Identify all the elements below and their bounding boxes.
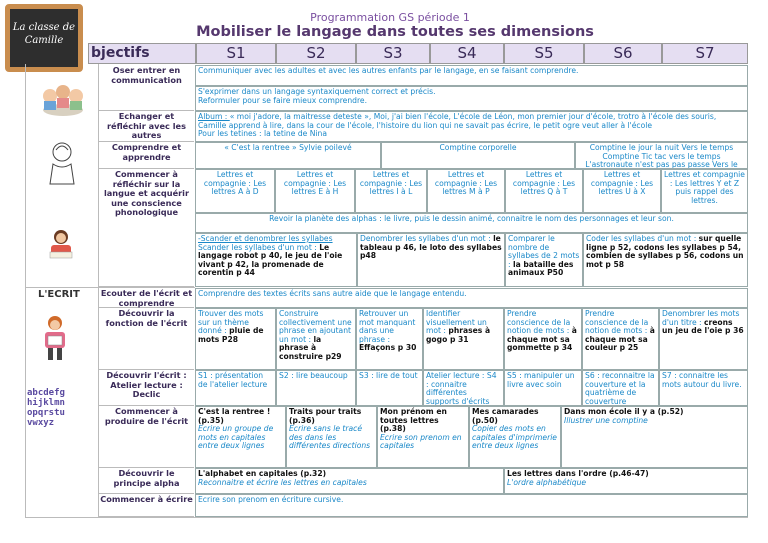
fonction-2-label: Construire collectivement une phrase en ajoutant un mot : bbox=[279, 309, 352, 344]
fonction-cell-1 bbox=[195, 308, 276, 370]
syllabes-cell-3 bbox=[505, 233, 583, 287]
produire-4-title: Mes camarades (p.50) bbox=[472, 407, 539, 425]
lettres-cell-4: Lettres et compagnie : Les lettres M à P bbox=[427, 169, 505, 213]
fonction-3-label: Retrouver un mot manquant dans une phrase : bbox=[359, 309, 416, 344]
oser-row-2 bbox=[195, 86, 748, 111]
objective-comprendre: Comprendre et apprendre bbox=[99, 142, 194, 169]
syllabes-3-activities: la bataille des animaux P50 bbox=[508, 259, 574, 278]
syllabes-1-label: Scander les syllabes d'un mot : bbox=[198, 242, 320, 252]
lettres-cell-6: Lettres et compagnie : Les lettres U à X bbox=[583, 169, 661, 213]
alpha-2-title: Les lettres dans l'ordre (p.46-47) bbox=[507, 469, 649, 478]
lettres-cell-7: Lettres et compagnie : Les lettres Y et Z puis rappel des lettres. bbox=[661, 169, 748, 213]
produire-4-goal: Copier des mots en capitales d'imprimerie entre deux lignes bbox=[472, 424, 557, 451]
page-subtitle: Programmation GS période 1 bbox=[310, 11, 470, 24]
header-week-6: S6 bbox=[584, 43, 662, 64]
syllabes-3-label: Comparer le nombre de syllabes de 2 mots : bbox=[508, 234, 580, 269]
fonction-6-activity: à chaque mot sa couleur p 25 bbox=[585, 326, 655, 353]
alpha-1-goal: Reconnaitre et écrire les lettres en capitales bbox=[198, 477, 367, 487]
produire-2-title: Traits pour traits (p.36) bbox=[289, 407, 362, 425]
comprendre-line-3: L'astronaute n'est pas pas passe Vers le bbox=[585, 160, 738, 169]
echanger-row bbox=[195, 111, 748, 142]
syllabes-cell-2 bbox=[357, 233, 505, 287]
fonction-cell-3 bbox=[356, 308, 423, 370]
alpha-2-goal: L'ordre alphabétique bbox=[507, 477, 587, 487]
produire-1-title: C'est la rentree ! (p.35) bbox=[198, 407, 271, 425]
alpha-cell-1 bbox=[195, 468, 504, 494]
site-logo bbox=[5, 4, 83, 72]
fonction-3-activity: Effaçons p 30 bbox=[359, 343, 417, 353]
fonction-cell-6 bbox=[582, 308, 659, 370]
lettres-cell-2: Lettres et compagnie : Les lettres E à H bbox=[275, 169, 355, 213]
lettres-cell-3: Lettres et compagnie : Les lettres I à L bbox=[355, 169, 427, 213]
girl-reading-illustration bbox=[38, 314, 72, 362]
header-week-7: S7 bbox=[662, 43, 748, 64]
echanger-tetines: Pour les tetines : la tetine de Nina bbox=[198, 129, 327, 139]
produire-cell-5 bbox=[561, 406, 748, 468]
header-week-5: S5 bbox=[504, 43, 584, 64]
comprendre-line-2: Comptine Tic tac vers le temps bbox=[602, 151, 721, 161]
fonction-5-activity: à chaque mot sa gommette p 34 bbox=[507, 326, 577, 353]
section-ecrit: L'ECRIT bbox=[38, 289, 80, 300]
fonction-7-activity: creons un jeu de l'oie p 36 bbox=[662, 317, 744, 336]
comprendre-cell-2: Comptine corporelle bbox=[381, 142, 575, 169]
objective-ecouter: Ecouter de l'écrit et comprendre bbox=[100, 288, 193, 308]
page-title: Mobiliser le langage dans toutes ses dimensions bbox=[196, 24, 594, 40]
child-thinking-illustration bbox=[44, 140, 80, 186]
header-objectives: bjectifs bbox=[88, 43, 196, 64]
logo-text: La classe de Camille bbox=[12, 22, 76, 46]
syllabes-4-label: Coder les syllabes d'un mot : bbox=[586, 234, 699, 243]
fonction-6-label: Prendre conscience de la notion de mots : bbox=[585, 309, 650, 336]
lecture-cell-6: S6 : reconnaitre la couverture et la quatrième de couverture bbox=[582, 370, 659, 406]
syllabes-2-label: Denombrer les syllabes d'un mot : bbox=[360, 234, 494, 243]
syllabes-1-activities: Le langage robot p 40, le jeu de l'oie vivant p 42, la promenade de corentin p 44 bbox=[198, 242, 343, 278]
objective-alpha: Découvrir le principe alpha bbox=[99, 468, 194, 494]
ecouter-row: Comprendre des textes écrits sans autre aide que le langage entendu. bbox=[195, 288, 748, 308]
alphas-row: Revoir la planète des alphas : le livre, puis le dessin animé, connaitre le nom des personnages et leur son. bbox=[195, 213, 748, 233]
objective-reflechir: Commencer à réfléchir sur la langue et acquérir une conscience phonologique bbox=[99, 169, 194, 287]
oser-line-2: Reformuler pour se faire mieux comprendre. bbox=[198, 95, 368, 105]
produire-2-goal: Ecrire sans le tracé des dans les différentes directions bbox=[289, 424, 371, 451]
fonction-4-activity: phrases à gogo p 31 bbox=[426, 326, 491, 344]
fonction-cell-5 bbox=[504, 308, 582, 370]
echanger-albums: « moi j'adore, la maitresse deteste », Moi, j'ai bien l'école, L'école de Léon, mon premier jour d'école, trotro à l'école des souris, Camille apprend à lire, dans la cour de l'école, l'histoire du lion qui ne savait pas écrire, le petit ogre veut aller à l'école bbox=[198, 112, 717, 130]
comprendre-cell-1: « C'est la rentree » Sylvie poilevé bbox=[195, 142, 381, 169]
syllabes-4-activities: sur quelle ligne p 52, codons les syllabes p 54, combien de syllabes p 56, codons un mot p 58 bbox=[586, 234, 744, 269]
objective-oser: Oser entrer en communication bbox=[99, 65, 194, 111]
lecture-cell-4: Atelier lecture : S4 : connaitre différentes supports d'écrits bbox=[423, 370, 504, 406]
produire-5-goal: Illustrer une comptine bbox=[564, 415, 648, 425]
fonction-cell-4 bbox=[423, 308, 504, 370]
header-week-3: S3 bbox=[356, 43, 430, 64]
lettres-cell-5: Lettres et compagnie : Les lettres Q à T bbox=[505, 169, 583, 213]
produire-cell-2 bbox=[286, 406, 377, 468]
produire-cell-1 bbox=[195, 406, 286, 468]
header-week-1: S1 bbox=[196, 43, 276, 64]
alphabet-illustration: abcdefg hijklmn opqrstu vwxyz bbox=[27, 388, 65, 428]
header-week-2: S2 bbox=[276, 43, 356, 64]
produire-cell-3 bbox=[377, 406, 469, 468]
produire-cell-4 bbox=[469, 406, 561, 468]
produire-1-goal: Ecrire un groupe de mots en capitales entre deux lignes bbox=[198, 424, 274, 451]
header-week-4: S4 bbox=[430, 43, 504, 64]
alpha-cell-2 bbox=[504, 468, 748, 494]
oser-line-1: S'exprimer dans un langage syntaxiquement correct et précis. bbox=[198, 87, 436, 96]
child-reading-illustration bbox=[46, 228, 76, 262]
fonction-7-label: Denombrer les mots d'un titre : bbox=[662, 309, 740, 327]
produire-5-title: Dans mon école il y a (p.52) bbox=[564, 407, 684, 416]
lecture-cell-5: S5 : manipuler un livre avec soin bbox=[504, 370, 582, 406]
frame-left-line bbox=[25, 64, 26, 518]
fonction-1-activity: pluie de mots P28 bbox=[198, 326, 264, 344]
echanger-lead: Album : bbox=[198, 112, 230, 121]
fonction-5-label: Prendre conscience de la notion de mots : bbox=[507, 309, 572, 336]
syllabes-cell-1 bbox=[195, 233, 357, 287]
oser-row-1: Communiquer avec les adultes et avec les autres enfants par le langage, en se faisant comprendre. bbox=[195, 65, 748, 86]
lecture-cell-1: S1 : présentation de l'atelier lecture bbox=[195, 370, 276, 406]
frame-bottom-line bbox=[25, 517, 748, 518]
objective-produire: Commencer à produire de l'écrit bbox=[99, 406, 194, 468]
children-talking-illustration bbox=[40, 82, 86, 118]
fonction-cell-7 bbox=[659, 308, 748, 370]
lettres-cell-1: Lettres et compagnie : Les lettres A à D bbox=[195, 169, 275, 213]
objective-echanger: Echanger et réfléchir avec les autres bbox=[99, 111, 194, 142]
produire-3-goal: Ecrire son prenom en capitales bbox=[380, 432, 462, 451]
objective-lecture: Découvrir l'écrit : Atelier lecture : Declic bbox=[99, 370, 194, 406]
fonction-1-label: Trouver des mots sur un thème donné : bbox=[198, 309, 264, 336]
alpha-1-title: L'alphabet en capitales (p.32) bbox=[198, 469, 327, 478]
fonction-2-activity: la phrase à construire p29 bbox=[279, 334, 342, 361]
lecture-cell-2: S2 : lire beaucoup bbox=[276, 370, 356, 406]
syllabes-1-title: -Scander et denombrer les syllabes bbox=[198, 234, 333, 243]
objective-fonction: Découvrir la fonction de l'écrit bbox=[99, 308, 194, 370]
fonction-4-label: Identifier visuellement un mot : bbox=[426, 309, 487, 336]
comprendre-line-1: Comptine le jour la nuit Vers le temps bbox=[589, 143, 734, 152]
syllabes-cell-4 bbox=[583, 233, 748, 287]
lecture-cell-7: S7 : connaitre les mots autour du livre. bbox=[659, 370, 748, 406]
syllabes-2-activities: le tableau p 46, le loto des syllabes p48 bbox=[360, 234, 502, 261]
objective-ecrire: Commencer à écrire bbox=[99, 494, 194, 517]
ecrire-row: Ecrire son prenom en écriture cursive. bbox=[195, 494, 748, 517]
lecture-cell-3: S3 : lire de tout bbox=[356, 370, 423, 406]
fonction-cell-2 bbox=[276, 308, 356, 370]
comprendre-cell-3 bbox=[575, 142, 748, 169]
produire-3-title: Mon prénom en toutes lettres (p.38) bbox=[380, 407, 447, 434]
